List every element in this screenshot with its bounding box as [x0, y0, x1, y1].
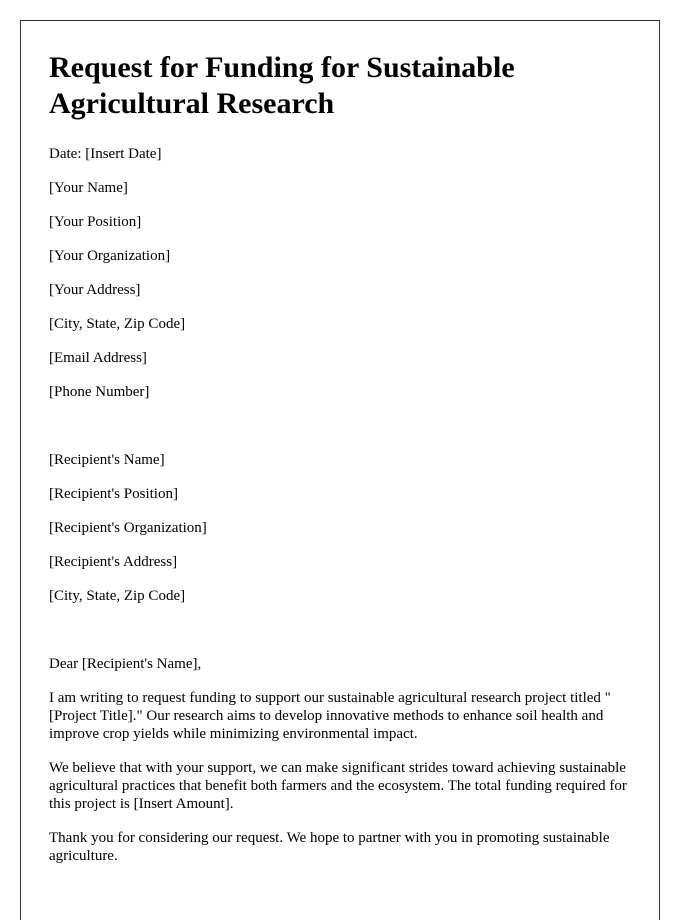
recipient-position: [Recipient's Position] — [49, 486, 178, 502]
closing-paragraph: Thank you for considering our request. We hope to partner with you in promoting sustainable agriculture. — [49, 830, 610, 864]
body-paragraph: I am writing to request funding to support our sustainable agricultural research project titled "[Project Title]." Our research aims to develop innovative methods to enhance soil health and improve crop yields while minimizing environmental impact. — [49, 690, 611, 742]
sender-organization: [Your Organization] — [49, 248, 171, 264]
sender-address: [Your Address] — [49, 282, 141, 298]
recipient-city-state-zip: [City, State, Zip Code] — [49, 588, 186, 604]
sender-email: [Email Address] — [49, 350, 147, 366]
letter-page — [20, 20, 660, 920]
recipient-address: [Recipient's Address] — [49, 554, 178, 570]
sender-phone: [Phone Number] — [49, 384, 150, 400]
recipient-name: [Recipient's Name] — [49, 452, 165, 468]
recipient-organization: [Recipient's Organization] — [49, 520, 207, 536]
sender-city-state-zip: [City, State, Zip Code] — [49, 316, 186, 332]
letter-title: Request for Funding for Sustainable Agricultural Research — [49, 51, 515, 120]
salutation: Dear [Recipient's Name], — [49, 656, 202, 672]
sender-name: [Your Name] — [49, 180, 128, 196]
date-line: Date: [Insert Date] — [49, 146, 162, 162]
body-paragraph: We believe that with your support, we can make significant strides toward achieving sustainable agricultural practices that benefit both farmers and the ecosystem. The total funding required for this project is [Insert Amount]. — [49, 760, 627, 812]
sender-position: [Your Position] — [49, 214, 142, 230]
